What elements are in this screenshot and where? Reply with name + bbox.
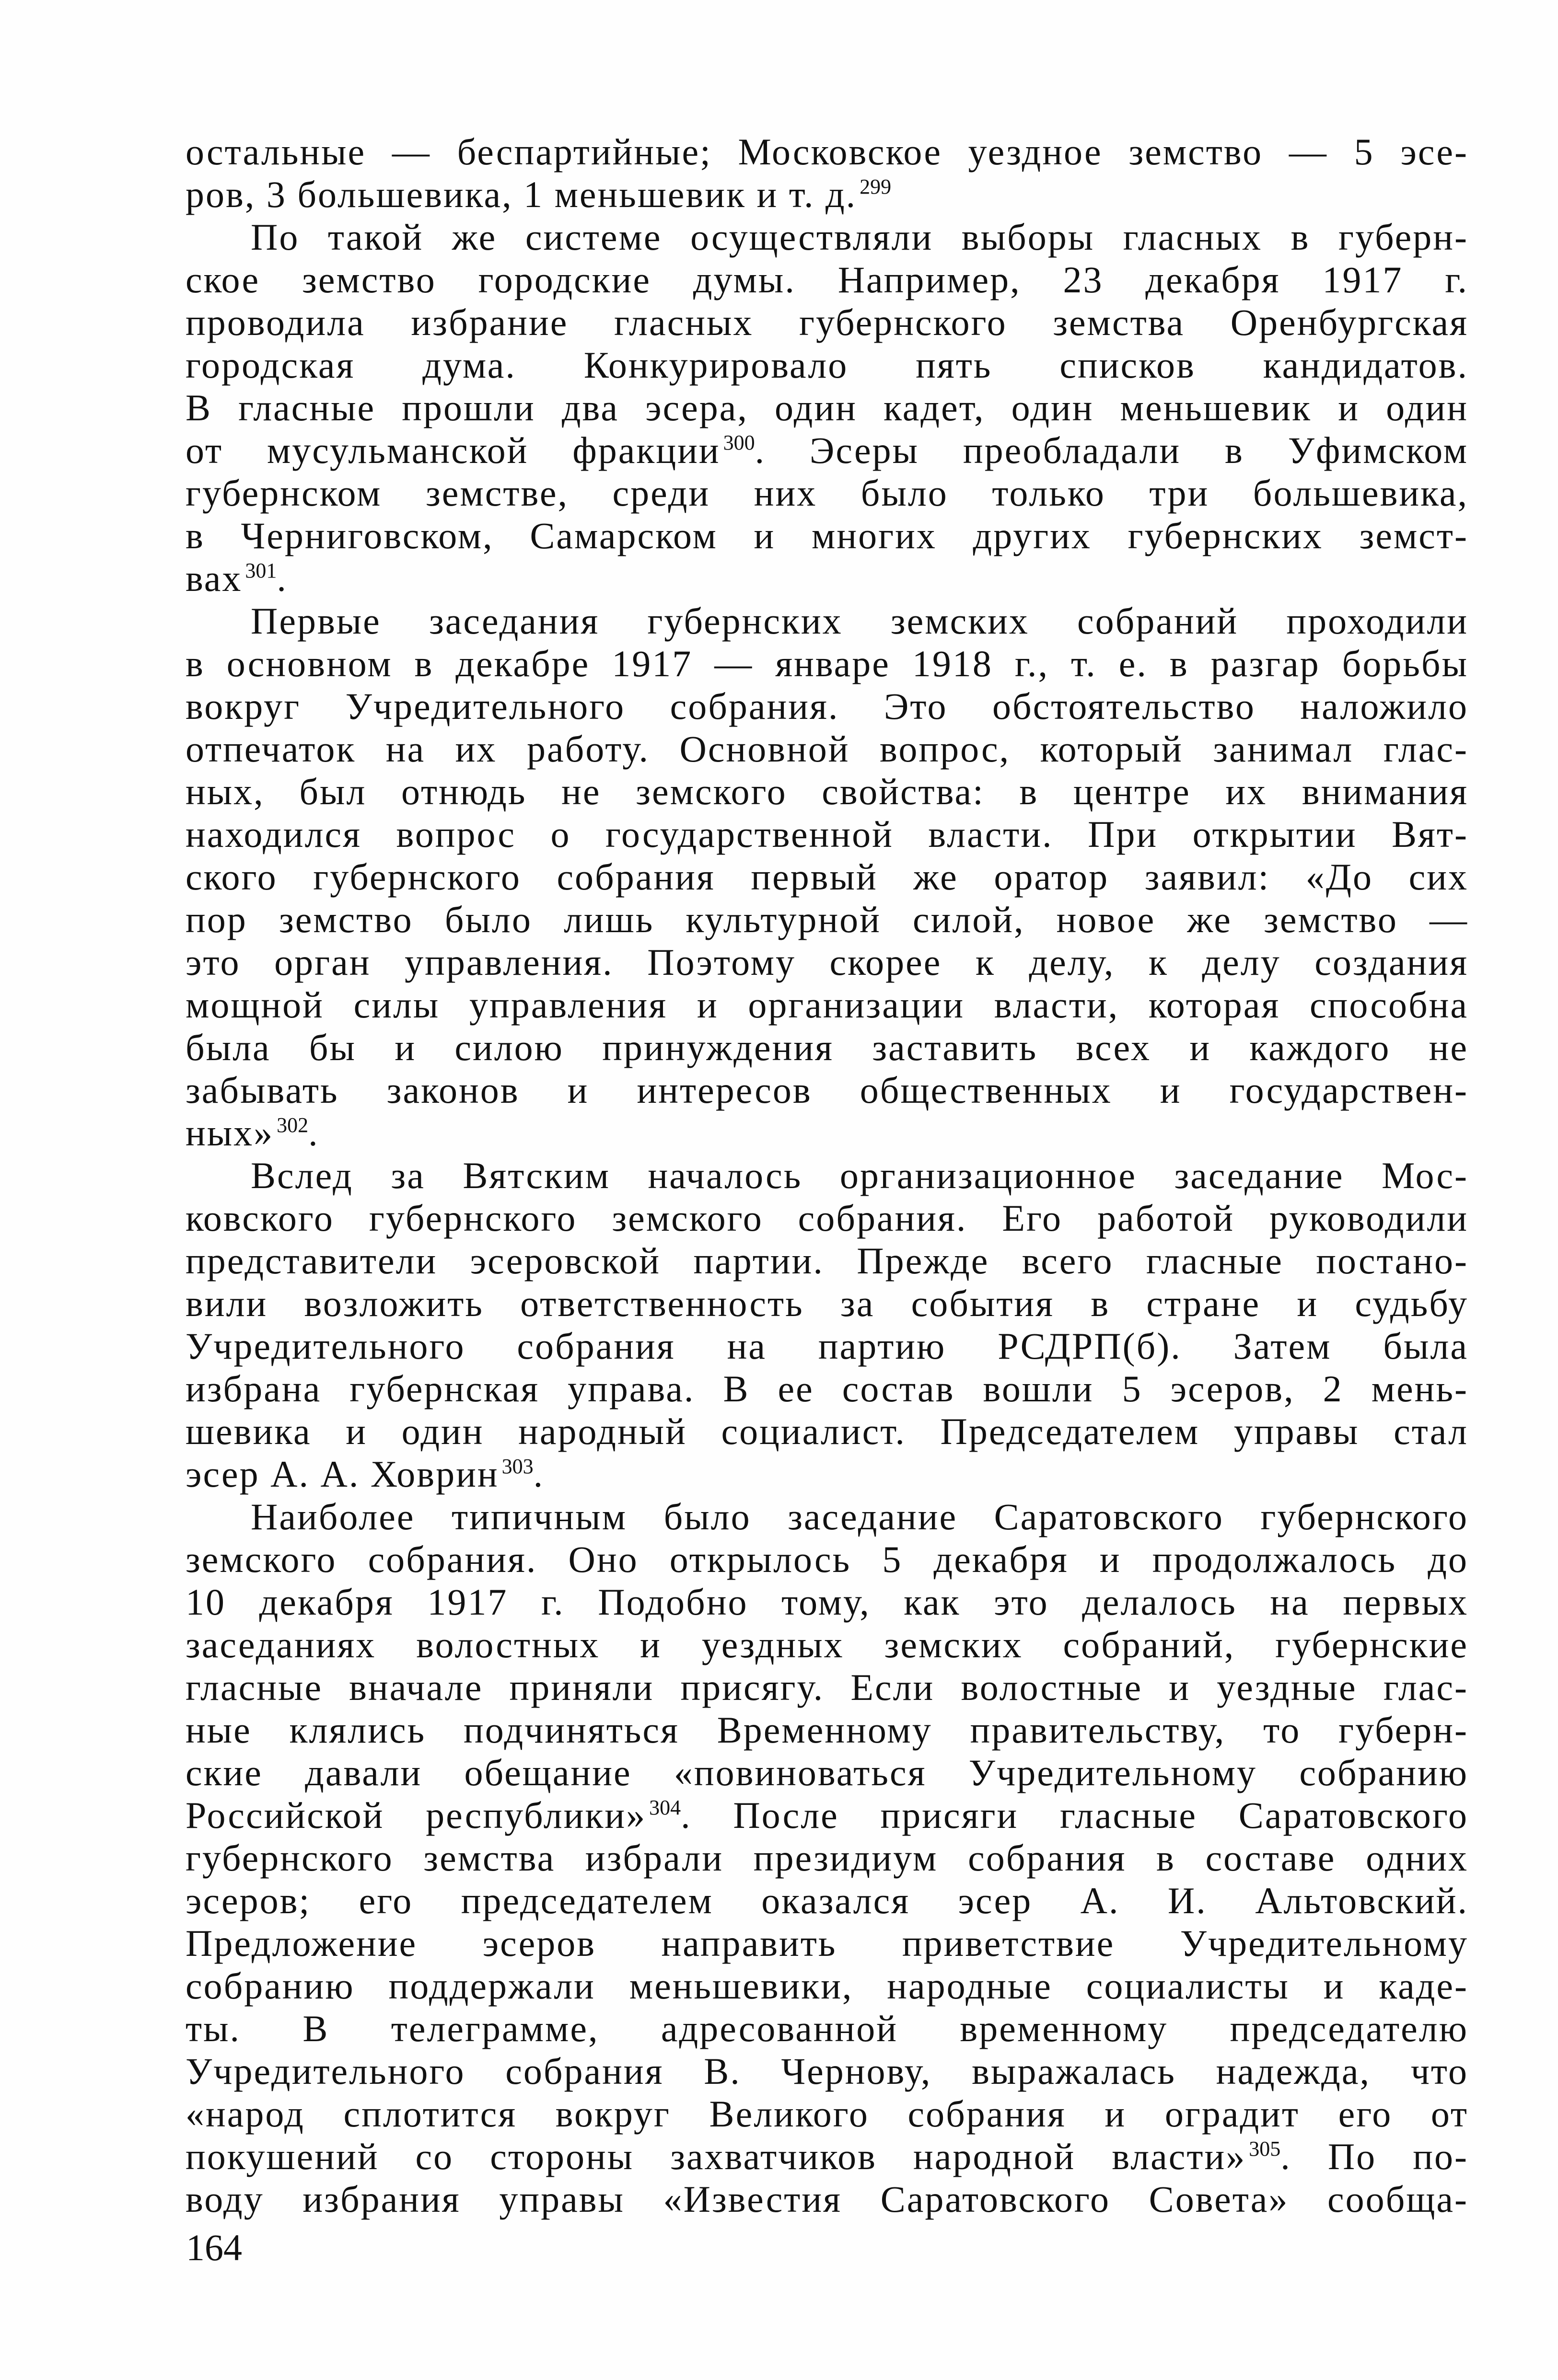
paragraph [186,216,1468,600]
text-segment: . [533,1453,545,1495]
text-segment: шевика и один народный социалист. Председателем управы стал [186,1410,1468,1452]
text-segment: воду избрания управы «Известия Саратовского Совета» сообща- [186,2178,1468,2220]
text-segment: вили возложить ответственность за события в стране и судьбу [186,1282,1468,1324]
text-segment: покушений со стороны захватчиков народной власти» [186,2136,1246,2177]
text-line [186,685,1468,728]
text-line [186,514,1468,557]
text-line [186,855,1468,898]
text-line [186,2135,1468,2178]
text-segment: находился вопрос о государственной власти. При открытии Вят- [186,813,1468,855]
paragraph [186,1495,1468,2220]
page-number: 164 [186,2227,242,2268]
text-line [186,1495,1468,1538]
text-segment: остальные — беспартийные; Московское уездное земство — 5 эсе- [186,131,1468,173]
text-line [186,1581,1468,1623]
text-line [186,1709,1468,1751]
text-segment: ные клялись подчиняться Временному правительству, то губерн- [186,1709,1468,1751]
text-segment: от мусульманской фракции [186,429,721,471]
text-segment: представители эсеровской партии. Прежде всего гласные постано- [186,1240,1468,1282]
text-segment: Первые заседания губернских земских собраний проходили [251,600,1468,642]
text-line [186,1751,1468,1794]
text-line [186,2050,1468,2092]
text-line [186,1282,1468,1325]
footnote-ref: 301 [245,559,277,582]
footnote-ref: 304 [649,1796,681,1819]
body-text [186,130,1468,2220]
footnote-ref: 305 [1249,2137,1281,2160]
text-line [186,983,1468,1026]
text-line [186,1239,1468,1282]
text-line [186,1111,1468,1154]
text-line [186,472,1468,514]
text-segment: городская дума. Конкурировало пять списков кандидатов. [186,344,1468,386]
text-line [186,728,1468,770]
text-segment: ных, был отнюдь не земского свойства: в центре их внимания [186,771,1468,812]
text-line [186,344,1468,386]
text-line [186,813,1468,855]
text-segment: ковского губернского земского собрания. Его работой руководили [186,1197,1468,1239]
text-segment: . [277,557,288,599]
text-line [186,642,1468,685]
text-segment: проводила избрание гласных губернского земства Оренбургская [186,301,1468,343]
text-line [186,1879,1468,1922]
text-line [186,770,1468,813]
text-segment: . [308,1112,319,1154]
text-segment: Предложение эсеров направить приветствие Учредительному [186,1922,1468,1964]
text-segment: собранию поддержали меньшевики, народные социалисты и каде- [186,1965,1468,2007]
text-segment: гласные вначале приняли присягу. Если волостные и уездные глас- [186,1666,1468,1708]
text-line [186,2007,1468,2050]
text-segment: ров, 3 большевика, 1 меньшевик и т. д. [186,173,857,215]
text-line [186,216,1468,258]
text-line [186,1453,1468,1495]
footnote-ref: 303 [501,1455,534,1478]
text-segment: ты. В телеграмме, адресованной временному председателю [186,2008,1468,2049]
text-line [186,429,1468,472]
text-segment: Наиболее типичным было заседание Саратовского губернского [251,1496,1468,1537]
text-segment: забывать законов и интересов общественных и государствен- [186,1069,1468,1111]
text-line [186,1964,1468,2007]
text-line [186,386,1468,429]
text-line [186,1623,1468,1666]
text-line [186,1154,1468,1197]
text-segment: губернского земства избрали президиум собрания в составе одних [186,1837,1468,1879]
text-segment: в основном в декабре 1917 — январе 1918 г., т. е. в разгар борьбы [186,643,1468,684]
text-segment: Вслед за Вятским началось организационное заседание Мос- [251,1155,1468,1196]
text-segment: это орган управления. Поэтому скорее к делу, к делу создания [186,941,1468,983]
text-line [186,2092,1468,2135]
footnote-ref: 302 [277,1113,309,1137]
text-segment: ское земство городские думы. Например, 23 декабря 1917 г. [186,259,1468,300]
text-line [186,898,1468,941]
text-segment: вах [186,557,243,599]
paragraph [186,600,1468,1154]
text-segment: . Эсеры преобладали в Уфимском [755,429,1468,471]
text-segment: . После присяги гласные Саратовского [681,1794,1468,1836]
text-segment: земского собрания. Оно открылось 5 декабря и продолжалось до [186,1538,1468,1580]
text-segment: ных» [186,1112,274,1154]
text-segment: в Черниговском, Самарском и многих других губернских земст- [186,515,1468,556]
paragraph [186,130,1468,216]
text-line [186,600,1468,642]
text-line [186,173,1468,216]
text-line [186,258,1468,301]
text-line [186,1922,1468,1964]
text-segment: . По по- [1280,2136,1469,2177]
text-line [186,1794,1468,1837]
text-segment: пор земство было лишь культурной силой, новое же земство — [186,899,1468,940]
text-segment: заседаниях волостных и уездных земских собраний, губернские [186,1624,1468,1665]
text-line [186,1026,1468,1069]
text-line [186,1837,1468,1879]
text-segment: губернском земстве, среди них было только три большевика, [186,472,1468,514]
text-segment: ского губернского собрания первый же оратор заявил: «До сих [186,856,1468,898]
text-segment: По такой же системе осуществляли выборы гласных в губерн- [251,216,1468,258]
text-segment: «народ сплотится вокруг Великого собрания и оградит его от [186,2093,1468,2135]
text-segment: отпечаток на их работу. Основной вопрос, который занимал глас- [186,728,1468,770]
text-line [186,1538,1468,1581]
text-line [186,301,1468,344]
text-segment: была бы и силою принуждения заставить всех и каждого не [186,1027,1468,1068]
text-segment: Российской республики» [186,1794,647,1836]
text-segment: Учредительного собрания на партию РСДРП(б). Затем была [186,1325,1468,1367]
text-line [186,1069,1468,1111]
text-line [186,1325,1468,1367]
paragraph [186,1154,1468,1495]
text-segment: В гласные прошли два эсера, один кадет, один меньшевик и один [186,387,1468,428]
text-segment: ские давали обещание «повиноваться Учредительному собранию [186,1752,1468,1793]
text-line [186,2178,1468,2220]
footnote-ref: 300 [723,431,755,454]
text-segment: избрана губернская управа. В ее состав вошли 5 эсеров, 2 мень- [186,1368,1468,1410]
text-line [186,130,1468,173]
text-segment: вокруг Учредительного собрания. Это обстоятельство наложило [186,685,1468,727]
text-line [186,557,1468,600]
text-segment: эсеров; его председателем оказался эсер А. И. Альтовский. [186,1880,1468,1921]
text-line [186,1197,1468,1239]
text-line [186,1367,1468,1410]
text-segment: эсер А. А. Ховрин [186,1453,499,1495]
text-line [186,941,1468,983]
text-line [186,1666,1468,1709]
text-segment: 10 декабря 1917 г. Подобно тому, как это делалось на первых [186,1581,1468,1623]
text-segment: Учредительного собрания В. Чернову, выражалась надежда, что [186,2050,1468,2092]
text-line [186,1410,1468,1453]
text-segment: мощной силы управления и организации власти, которая способна [186,984,1468,1026]
footnote-ref: 299 [860,175,892,198]
